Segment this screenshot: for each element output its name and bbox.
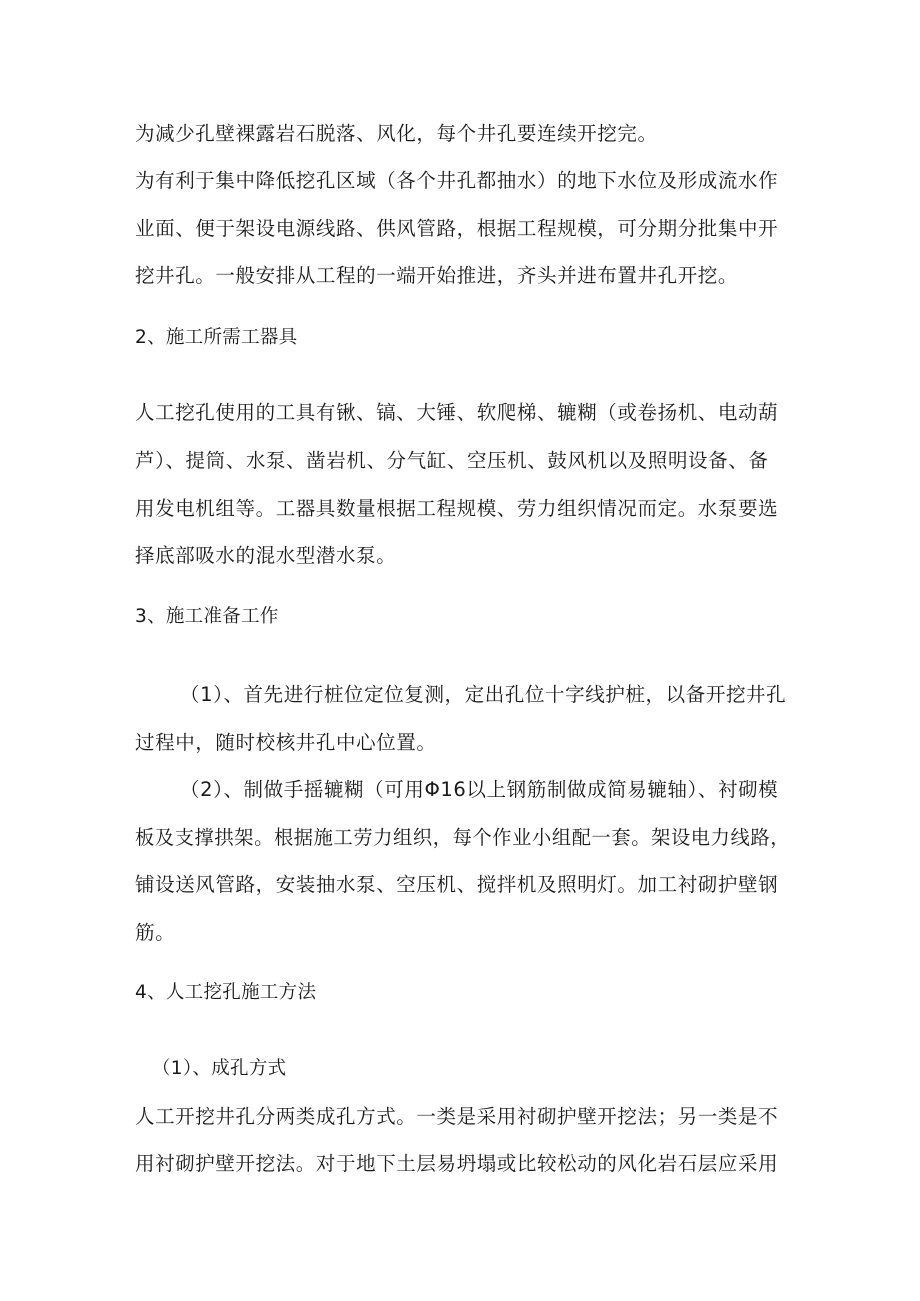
- paragraph-line: 为有利于集中降低挖孔区域（各个井孔都抽水）的地下水位及形成流水作: [135, 169, 779, 192]
- paragraph-line: 人工开挖井孔分两类成孔方式。一类是采用衬砌护壁开挖法；另一类是不: [135, 1105, 779, 1128]
- paragraph-line: 板及支撑拱架。根据施工劳力组织，每个作业小组配一套。架设电力线路，: [135, 826, 791, 849]
- paragraph-line: 业面、便于架设电源线路、供风管路，根据工程规模，可分期分批集中开: [135, 217, 779, 240]
- paragraph-line: 用发电机组等。工器具数量根据工程规模、劳力组织情况而定。水泵要选: [135, 497, 779, 520]
- paragraph-line: 铺设送风管路，安装抽水泵、空压机、搅拌机及照明灯。加工衬砌护壁钢: [135, 873, 779, 896]
- paragraph-line: 筋。: [135, 921, 176, 944]
- paragraph-line: 芦）、提筒、水泵、凿岩机、分气缸、空压机、鼓风机以及照明设备、备: [135, 449, 769, 472]
- paragraph-line: （2）、制做手摇辘糊（可用Φ16以上钢筋制做成简易辘轴）、衬砌模: [180, 778, 779, 801]
- section-heading-4: 4、人工挖孔施工方法: [135, 982, 317, 1003]
- paragraph-line: 过程中，随时校核井孔中心位置。: [135, 731, 437, 754]
- paragraph-line: 择底部吸水的混水型潜水泵。: [135, 544, 397, 567]
- paragraph-line: 人工挖孔使用的工具有锹、镐、大锤、软爬梯、辘糊（或卷扬机、电动葫: [135, 401, 779, 424]
- section-heading-2: 2、施工所需工器具: [135, 327, 298, 348]
- paragraph-line: 用衬砌护壁开挖法。对于地下土层易坍塌或比较松动的风化岩石层应采用: [135, 1152, 779, 1175]
- paragraph-line: 为减少孔壁裸露岩石脱落、风化，每个井孔要连续开挖完。: [135, 122, 658, 145]
- section-heading-3: 3、施工准备工作: [135, 606, 279, 627]
- paragraph-line: （1）、首先进行桩位定位复测，定出孔位十字线护桩，以备开挖井孔: [180, 683, 787, 706]
- subheading-1: （1）、成孔方式: [152, 1058, 287, 1079]
- paragraph-line: 挖井孔。一般安排从工程的一端开始推进，齐头并进布置井孔开挖。: [135, 264, 739, 287]
